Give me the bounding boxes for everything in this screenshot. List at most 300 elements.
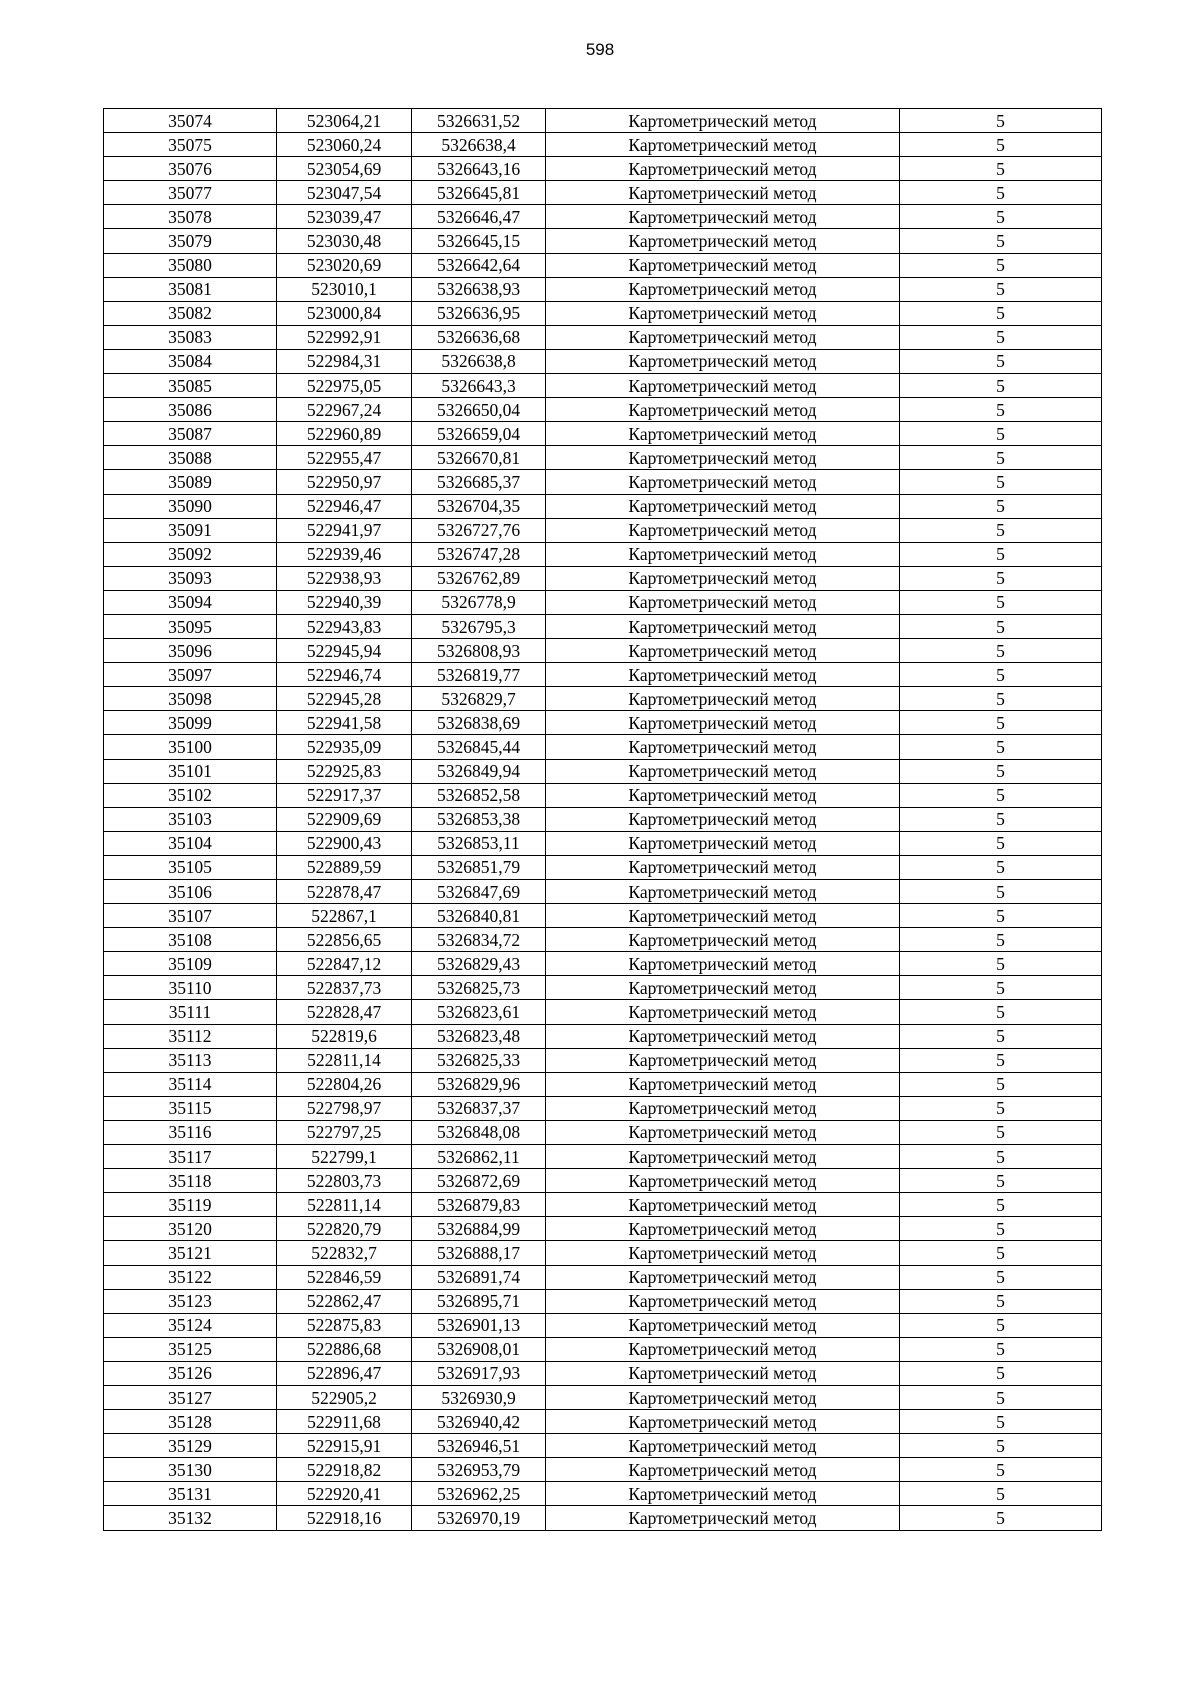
point-number-cell: 35116	[104, 1120, 277, 1144]
point-number-cell: 35091	[104, 518, 277, 542]
method-cell: Картометрический метод	[546, 904, 900, 928]
y-coordinate-cell: 5326970,19	[412, 1506, 546, 1530]
y-coordinate-cell: 5326645,81	[412, 181, 546, 205]
accuracy-cell: 5	[900, 831, 1102, 855]
x-coordinate-cell: 523020,69	[277, 253, 412, 277]
table-row	[104, 1289, 1102, 1313]
y-coordinate-cell: 5326638,93	[412, 277, 546, 301]
point-number-cell: 35103	[104, 807, 277, 831]
accuracy-cell: 5	[900, 735, 1102, 759]
x-coordinate-cell: 522917,37	[277, 783, 412, 807]
x-coordinate-cell: 522819,6	[277, 1024, 412, 1048]
x-coordinate-cell: 522804,26	[277, 1072, 412, 1096]
point-number-cell: 35087	[104, 422, 277, 446]
accuracy-cell: 5	[900, 1434, 1102, 1458]
accuracy-cell: 5	[900, 1361, 1102, 1385]
point-number-cell: 35124	[104, 1313, 277, 1337]
y-coordinate-cell: 5326638,8	[412, 349, 546, 373]
table-row	[104, 1169, 1102, 1193]
table-row	[104, 1410, 1102, 1434]
point-number-cell: 35104	[104, 831, 277, 855]
table-row	[104, 1217, 1102, 1241]
y-coordinate-cell: 5326838,69	[412, 711, 546, 735]
table-row	[104, 446, 1102, 470]
y-coordinate-cell: 5326917,93	[412, 1361, 546, 1385]
x-coordinate-cell: 522878,47	[277, 880, 412, 904]
x-coordinate-cell: 522867,1	[277, 904, 412, 928]
table-row	[104, 735, 1102, 759]
x-coordinate-cell: 522918,82	[277, 1458, 412, 1482]
x-coordinate-cell: 522798,97	[277, 1096, 412, 1120]
y-coordinate-cell: 5326650,04	[412, 398, 546, 422]
y-coordinate-cell: 5326834,72	[412, 928, 546, 952]
y-coordinate-cell: 5326638,4	[412, 133, 546, 157]
x-coordinate-cell: 522856,65	[277, 928, 412, 952]
table-row	[104, 398, 1102, 422]
method-cell: Картометрический метод	[546, 1120, 900, 1144]
table-row	[104, 1241, 1102, 1265]
table-row	[104, 952, 1102, 976]
x-coordinate-cell: 522911,68	[277, 1410, 412, 1434]
x-coordinate-cell: 522799,1	[277, 1145, 412, 1169]
point-number-cell: 35121	[104, 1241, 277, 1265]
accuracy-cell: 5	[900, 1506, 1102, 1530]
x-coordinate-cell: 522950,97	[277, 470, 412, 494]
table-row	[104, 1024, 1102, 1048]
point-number-cell: 35114	[104, 1072, 277, 1096]
table-row	[104, 590, 1102, 614]
method-cell: Картометрический метод	[546, 1385, 900, 1409]
point-number-cell: 35096	[104, 639, 277, 663]
x-coordinate-cell: 522946,74	[277, 663, 412, 687]
x-coordinate-cell: 522803,73	[277, 1169, 412, 1193]
method-cell: Картометрический метод	[546, 1265, 900, 1289]
coordinates-table-body	[104, 109, 1102, 1531]
table-row	[104, 1482, 1102, 1506]
accuracy-cell: 5	[900, 325, 1102, 349]
y-coordinate-cell: 5326946,51	[412, 1434, 546, 1458]
accuracy-cell: 5	[900, 277, 1102, 301]
point-number-cell: 35075	[104, 133, 277, 157]
y-coordinate-cell: 5326901,13	[412, 1313, 546, 1337]
point-number-cell: 35086	[104, 398, 277, 422]
point-number-cell: 35126	[104, 1361, 277, 1385]
table-row	[104, 1337, 1102, 1361]
method-cell: Картометрический метод	[546, 855, 900, 879]
point-number-cell: 35074	[104, 109, 277, 133]
x-coordinate-cell: 523064,21	[277, 109, 412, 133]
accuracy-cell: 5	[900, 1072, 1102, 1096]
accuracy-cell: 5	[900, 759, 1102, 783]
method-cell: Картометрический метод	[546, 446, 900, 470]
point-number-cell: 35093	[104, 566, 277, 590]
method-cell: Картометрический метод	[546, 1506, 900, 1530]
point-number-cell: 35111	[104, 1000, 277, 1024]
x-coordinate-cell: 522945,28	[277, 687, 412, 711]
x-coordinate-cell: 523054,69	[277, 157, 412, 181]
accuracy-cell: 5	[900, 807, 1102, 831]
method-cell: Картометрический метод	[546, 880, 900, 904]
table-row	[104, 855, 1102, 879]
point-number-cell: 35108	[104, 928, 277, 952]
table-row	[104, 1145, 1102, 1169]
y-coordinate-cell: 5326819,77	[412, 663, 546, 687]
x-coordinate-cell: 522832,7	[277, 1241, 412, 1265]
y-coordinate-cell: 5326645,15	[412, 229, 546, 253]
method-cell: Картометрический метод	[546, 470, 900, 494]
point-number-cell: 35125	[104, 1337, 277, 1361]
point-number-cell: 35118	[104, 1169, 277, 1193]
table-row	[104, 687, 1102, 711]
accuracy-cell: 5	[900, 349, 1102, 373]
method-cell: Картометрический метод	[546, 1410, 900, 1434]
x-coordinate-cell: 523047,54	[277, 181, 412, 205]
y-coordinate-cell: 5326962,25	[412, 1482, 546, 1506]
x-coordinate-cell: 522992,91	[277, 325, 412, 349]
x-coordinate-cell: 522939,46	[277, 542, 412, 566]
method-cell: Картометрический метод	[546, 928, 900, 952]
point-number-cell: 35110	[104, 976, 277, 1000]
point-number-cell: 35102	[104, 783, 277, 807]
page-number: 598	[585, 40, 615, 59]
table-row	[104, 1385, 1102, 1409]
x-coordinate-cell: 522886,68	[277, 1337, 412, 1361]
y-coordinate-cell: 5326747,28	[412, 542, 546, 566]
point-number-cell: 35078	[104, 205, 277, 229]
table-row	[104, 1313, 1102, 1337]
y-coordinate-cell: 5326895,71	[412, 1289, 546, 1313]
point-number-cell: 35123	[104, 1289, 277, 1313]
y-coordinate-cell: 5326727,76	[412, 518, 546, 542]
y-coordinate-cell: 5326840,81	[412, 904, 546, 928]
y-coordinate-cell: 5326825,33	[412, 1048, 546, 1072]
x-coordinate-cell: 522925,83	[277, 759, 412, 783]
y-coordinate-cell: 5326888,17	[412, 1241, 546, 1265]
x-coordinate-cell: 522918,16	[277, 1506, 412, 1530]
point-number-cell: 35105	[104, 855, 277, 879]
y-coordinate-cell: 5326670,81	[412, 446, 546, 470]
table-row	[104, 880, 1102, 904]
point-number-cell: 35115	[104, 1096, 277, 1120]
method-cell: Картометрический метод	[546, 614, 900, 638]
accuracy-cell: 5	[900, 1385, 1102, 1409]
accuracy-cell: 5	[900, 639, 1102, 663]
table-row	[104, 1193, 1102, 1217]
method-cell: Картометрический метод	[546, 1193, 900, 1217]
point-number-cell: 35129	[104, 1434, 277, 1458]
y-coordinate-cell: 5326643,16	[412, 157, 546, 181]
y-coordinate-cell: 5326659,04	[412, 422, 546, 446]
method-cell: Картометрический метод	[546, 1482, 900, 1506]
accuracy-cell: 5	[900, 157, 1102, 181]
table-row	[104, 518, 1102, 542]
point-number-cell: 35132	[104, 1506, 277, 1530]
method-cell: Картометрический метод	[546, 349, 900, 373]
point-number-cell: 35106	[104, 880, 277, 904]
method-cell: Картометрический метод	[546, 398, 900, 422]
x-coordinate-cell: 522920,41	[277, 1482, 412, 1506]
y-coordinate-cell: 5326762,89	[412, 566, 546, 590]
accuracy-cell: 5	[900, 590, 1102, 614]
accuracy-cell: 5	[900, 976, 1102, 1000]
accuracy-cell: 5	[900, 880, 1102, 904]
table-row	[104, 831, 1102, 855]
x-coordinate-cell: 523039,47	[277, 205, 412, 229]
point-number-cell: 35107	[104, 904, 277, 928]
point-number-cell: 35117	[104, 1145, 277, 1169]
y-coordinate-cell: 5326829,43	[412, 952, 546, 976]
table-row	[104, 374, 1102, 398]
point-number-cell: 35090	[104, 494, 277, 518]
y-coordinate-cell: 5326930,9	[412, 1385, 546, 1409]
y-coordinate-cell: 5326851,79	[412, 855, 546, 879]
y-coordinate-cell: 5326849,94	[412, 759, 546, 783]
method-cell: Картометрический метод	[546, 181, 900, 205]
table-row	[104, 976, 1102, 1000]
method-cell: Картометрический метод	[546, 1217, 900, 1241]
accuracy-cell: 5	[900, 253, 1102, 277]
accuracy-cell: 5	[900, 205, 1102, 229]
x-coordinate-cell: 522943,83	[277, 614, 412, 638]
table-row	[104, 229, 1102, 253]
point-number-cell: 35101	[104, 759, 277, 783]
y-coordinate-cell: 5326829,7	[412, 687, 546, 711]
point-number-cell: 35089	[104, 470, 277, 494]
method-cell: Картометрический метод	[546, 1241, 900, 1265]
method-cell: Картометрический метод	[546, 1072, 900, 1096]
accuracy-cell: 5	[900, 783, 1102, 807]
accuracy-cell: 5	[900, 1048, 1102, 1072]
table-row	[104, 566, 1102, 590]
point-number-cell: 35113	[104, 1048, 277, 1072]
accuracy-cell: 5	[900, 1096, 1102, 1120]
accuracy-cell: 5	[900, 1265, 1102, 1289]
accuracy-cell: 5	[900, 518, 1102, 542]
x-coordinate-cell: 522935,09	[277, 735, 412, 759]
table-row	[104, 109, 1102, 133]
x-coordinate-cell: 522960,89	[277, 422, 412, 446]
y-coordinate-cell: 5326872,69	[412, 1169, 546, 1193]
method-cell: Картометрический метод	[546, 663, 900, 687]
x-coordinate-cell: 523010,1	[277, 277, 412, 301]
table-row	[104, 759, 1102, 783]
accuracy-cell: 5	[900, 711, 1102, 735]
point-number-cell: 35100	[104, 735, 277, 759]
point-number-cell: 35077	[104, 181, 277, 205]
method-cell: Картометрический метод	[546, 566, 900, 590]
x-coordinate-cell: 522955,47	[277, 446, 412, 470]
point-number-cell: 35076	[104, 157, 277, 181]
point-number-cell: 35130	[104, 1458, 277, 1482]
x-coordinate-cell: 522837,73	[277, 976, 412, 1000]
x-coordinate-cell: 522984,31	[277, 349, 412, 373]
y-coordinate-cell: 5326704,35	[412, 494, 546, 518]
y-coordinate-cell: 5326853,38	[412, 807, 546, 831]
method-cell: Картометрический метод	[546, 422, 900, 446]
x-coordinate-cell: 522975,05	[277, 374, 412, 398]
point-number-cell: 35120	[104, 1217, 277, 1241]
method-cell: Картометрический метод	[546, 157, 900, 181]
accuracy-cell: 5	[900, 1000, 1102, 1024]
method-cell: Картометрический метод	[546, 1434, 900, 1458]
point-number-cell: 35081	[104, 277, 277, 301]
point-number-cell: 35109	[104, 952, 277, 976]
table-row	[104, 470, 1102, 494]
method-cell: Картометрический метод	[546, 518, 900, 542]
table-row	[104, 1120, 1102, 1144]
method-cell: Картометрический метод	[546, 1169, 900, 1193]
method-cell: Картометрический метод	[546, 229, 900, 253]
accuracy-cell: 5	[900, 1145, 1102, 1169]
y-coordinate-cell: 5326643,3	[412, 374, 546, 398]
x-coordinate-cell: 522938,93	[277, 566, 412, 590]
method-cell: Картометрический метод	[546, 1024, 900, 1048]
table-row	[104, 133, 1102, 157]
method-cell: Картометрический метод	[546, 1337, 900, 1361]
table-row	[104, 422, 1102, 446]
y-coordinate-cell: 5326848,08	[412, 1120, 546, 1144]
table-row	[104, 181, 1102, 205]
table-row	[104, 205, 1102, 229]
x-coordinate-cell: 523000,84	[277, 301, 412, 325]
table-row	[104, 807, 1102, 831]
accuracy-cell: 5	[900, 928, 1102, 952]
method-cell: Картометрический метод	[546, 1145, 900, 1169]
point-number-cell: 35082	[104, 301, 277, 325]
table-row	[104, 325, 1102, 349]
point-number-cell: 35098	[104, 687, 277, 711]
table-row	[104, 904, 1102, 928]
accuracy-cell: 5	[900, 1241, 1102, 1265]
method-cell: Картометрический метод	[546, 109, 900, 133]
method-cell: Картометрический метод	[546, 494, 900, 518]
table-row	[104, 301, 1102, 325]
method-cell: Картометрический метод	[546, 735, 900, 759]
table-row	[104, 494, 1102, 518]
y-coordinate-cell: 5326825,73	[412, 976, 546, 1000]
accuracy-cell: 5	[900, 133, 1102, 157]
y-coordinate-cell: 5326795,3	[412, 614, 546, 638]
point-number-cell: 35080	[104, 253, 277, 277]
table-row	[104, 349, 1102, 373]
point-number-cell: 35092	[104, 542, 277, 566]
y-coordinate-cell: 5326891,74	[412, 1265, 546, 1289]
point-number-cell: 35128	[104, 1410, 277, 1434]
y-coordinate-cell: 5326636,95	[412, 301, 546, 325]
accuracy-cell: 5	[900, 398, 1102, 422]
y-coordinate-cell: 5326837,37	[412, 1096, 546, 1120]
table-row	[104, 542, 1102, 566]
table-row	[104, 1096, 1102, 1120]
y-coordinate-cell: 5326829,96	[412, 1072, 546, 1096]
accuracy-cell: 5	[900, 952, 1102, 976]
table-row	[104, 277, 1102, 301]
x-coordinate-cell: 522896,47	[277, 1361, 412, 1385]
method-cell: Картометрический метод	[546, 711, 900, 735]
accuracy-cell: 5	[900, 1169, 1102, 1193]
method-cell: Картометрический метод	[546, 1313, 900, 1337]
accuracy-cell: 5	[900, 181, 1102, 205]
x-coordinate-cell: 522820,79	[277, 1217, 412, 1241]
x-coordinate-cell: 522811,14	[277, 1048, 412, 1072]
x-coordinate-cell: 522909,69	[277, 807, 412, 831]
table-row	[104, 783, 1102, 807]
accuracy-cell: 5	[900, 687, 1102, 711]
x-coordinate-cell: 523030,48	[277, 229, 412, 253]
method-cell: Картометрический метод	[546, 1096, 900, 1120]
method-cell: Картометрический метод	[546, 759, 900, 783]
y-coordinate-cell: 5326852,58	[412, 783, 546, 807]
y-coordinate-cell: 5326845,44	[412, 735, 546, 759]
table-row	[104, 157, 1102, 181]
point-number-cell: 35095	[104, 614, 277, 638]
accuracy-cell: 5	[900, 904, 1102, 928]
y-coordinate-cell: 5326940,42	[412, 1410, 546, 1434]
coordinates-table	[103, 108, 1102, 1531]
point-number-cell: 35084	[104, 349, 277, 373]
table-row	[104, 1000, 1102, 1024]
method-cell: Картометрический метод	[546, 976, 900, 1000]
accuracy-cell: 5	[900, 1410, 1102, 1434]
x-coordinate-cell: 522967,24	[277, 398, 412, 422]
accuracy-cell: 5	[900, 1482, 1102, 1506]
accuracy-cell: 5	[900, 470, 1102, 494]
accuracy-cell: 5	[900, 301, 1102, 325]
y-coordinate-cell: 5326884,99	[412, 1217, 546, 1241]
point-number-cell: 35079	[104, 229, 277, 253]
y-coordinate-cell: 5326808,93	[412, 639, 546, 663]
accuracy-cell: 5	[900, 109, 1102, 133]
table-row	[104, 928, 1102, 952]
x-coordinate-cell: 522846,59	[277, 1265, 412, 1289]
method-cell: Картометрический метод	[546, 133, 900, 157]
point-number-cell: 35088	[104, 446, 277, 470]
y-coordinate-cell: 5326862,11	[412, 1145, 546, 1169]
point-number-cell: 35112	[104, 1024, 277, 1048]
table-row	[104, 1361, 1102, 1385]
x-coordinate-cell: 522946,47	[277, 494, 412, 518]
x-coordinate-cell: 522915,91	[277, 1434, 412, 1458]
y-coordinate-cell: 5326636,68	[412, 325, 546, 349]
x-coordinate-cell: 522941,58	[277, 711, 412, 735]
accuracy-cell: 5	[900, 229, 1102, 253]
accuracy-cell: 5	[900, 1337, 1102, 1361]
point-number-cell: 35094	[104, 590, 277, 614]
method-cell: Картометрический метод	[546, 1458, 900, 1482]
method-cell: Картометрический метод	[546, 325, 900, 349]
method-cell: Картометрический метод	[546, 301, 900, 325]
method-cell: Картометрический метод	[546, 542, 900, 566]
accuracy-cell: 5	[900, 422, 1102, 446]
table-row	[104, 614, 1102, 638]
table-row	[104, 253, 1102, 277]
method-cell: Картометрический метод	[546, 687, 900, 711]
y-coordinate-cell: 5326778,9	[412, 590, 546, 614]
accuracy-cell: 5	[900, 542, 1102, 566]
table-row	[104, 1072, 1102, 1096]
y-coordinate-cell: 5326642,64	[412, 253, 546, 277]
accuracy-cell: 5	[900, 566, 1102, 590]
x-coordinate-cell: 522828,47	[277, 1000, 412, 1024]
accuracy-cell: 5	[900, 663, 1102, 687]
x-coordinate-cell: 522797,25	[277, 1120, 412, 1144]
method-cell: Картометрический метод	[546, 1000, 900, 1024]
y-coordinate-cell: 5326685,37	[412, 470, 546, 494]
point-number-cell: 35097	[104, 663, 277, 687]
table-row	[104, 663, 1102, 687]
accuracy-cell: 5	[900, 1289, 1102, 1313]
accuracy-cell: 5	[900, 1458, 1102, 1482]
